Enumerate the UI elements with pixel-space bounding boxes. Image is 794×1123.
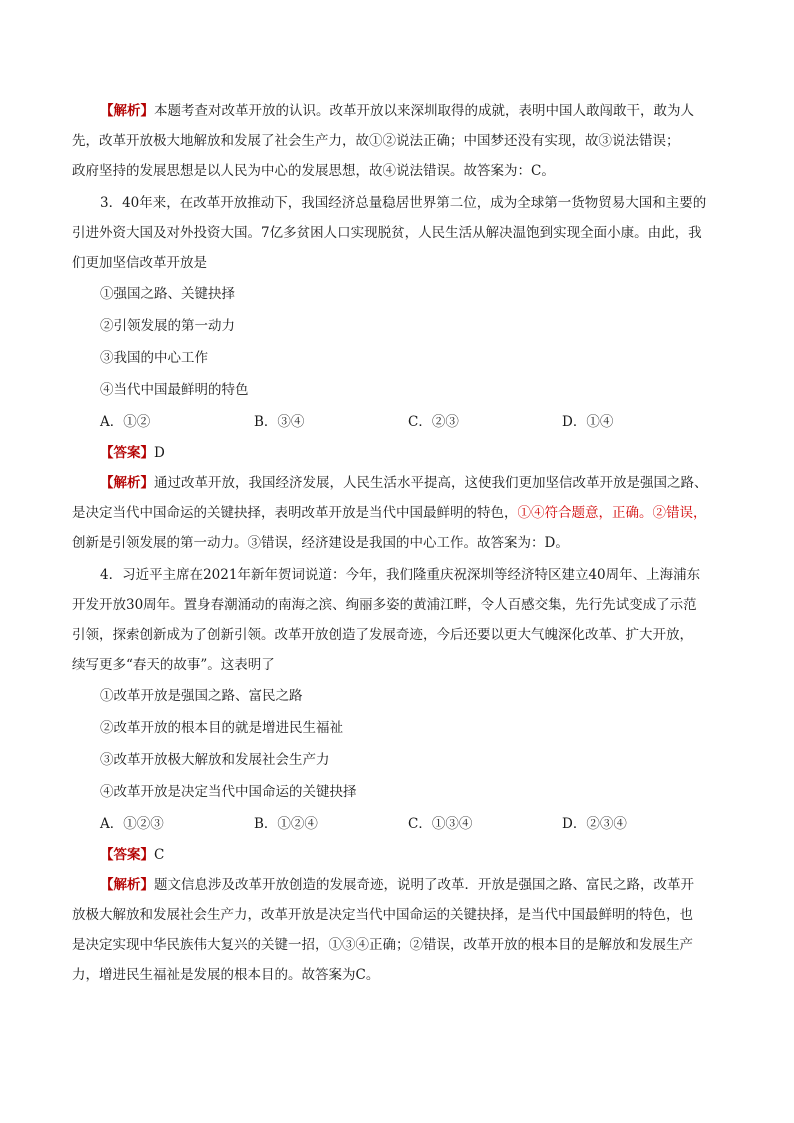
question-stem-line: 引领，探索创新成为了创新引领。改革开放创造了发展奇迹，今后还要以更大气魄深化改革、扩大开放， <box>72 627 693 643</box>
analysis-tag: 【解析】 <box>100 475 154 491</box>
choice-a: A．①② <box>100 414 151 430</box>
analysis-line <box>72 468 732 498</box>
statement-item: ②改革开放的根本目的就是增进民生福祉 <box>100 720 343 736</box>
question-stem-line: 续写更多“春天的故事”。这表明了 <box>72 657 275 673</box>
statement-item: ④当代中国最鲜明的特色 <box>100 382 249 398</box>
statement-item: ③改革开放极大解放和发展社会生产力 <box>100 752 330 768</box>
analysis-line: 放极大解放和发展社会生产力，改革开放是决定当代中国命运的关键抉择，是当代中国最鲜明的特色，也 <box>72 907 693 923</box>
analysis-line <box>72 498 732 528</box>
choice-b: B．①②④ <box>254 816 318 832</box>
analysis-q2 <box>72 96 732 186</box>
analysis-line: 创新是引领发展的第一动力。③错误，经济建设是我国的中心工作。故答案为：D。 <box>72 535 569 551</box>
statement-item: ③我国的中心工作 <box>100 350 208 366</box>
question-stem-line: 引进外资大国及对外投资大国。7亿多贫困人口实现脱贫，人民生活从解决温饱到实现全面小康。由此，我 <box>72 225 702 241</box>
analysis-tag: 【解析】 <box>100 877 154 893</box>
analysis-tag: 【解析】 <box>100 103 154 119</box>
choice-c: C．①③④ <box>408 816 473 832</box>
question-4 <box>72 560 732 990</box>
question-stem-line: 4．习近平主席在2021年新年贺词说道：今年，我们隆重庆祝深圳等经济特区建立40周年、上海浦东 <box>100 567 701 583</box>
answer-tag: 【答案】 <box>100 445 154 461</box>
question-stem-line: 开发开放30周年。置身春潮涌动的南海之滨、绚丽多姿的黄浦江畔，令人百感交集，先行先试变成了示范 <box>72 597 697 613</box>
answer-choices <box>72 808 732 840</box>
question-3 <box>72 188 732 558</box>
question-stem-line: 3．40年来，在改革开放推动下，我国经济总量稳居世界第二位，成为全球第一货物贸易大国和主要的 <box>100 195 707 211</box>
answer-value: C <box>154 847 165 863</box>
analysis-text: 本题考查对改革开放的认识。改革开放以来深圳取得的成就，表明中国人敢闯敢干，敢为人 <box>154 103 694 119</box>
analysis-line: 政府坚持的发展思想是以人民为中心的发展思想，故④说法错误。故答案为：C。 <box>72 163 555 179</box>
analysis-text: 是决定当代中国命运的关键抉择，表明改革开放是当代中国最鲜明的特色， <box>72 505 518 521</box>
analysis-line <box>72 96 732 126</box>
analysis-line: 力，增进民生福祉是发展的根本目的。故答案为C。 <box>72 967 380 983</box>
answer-value: D <box>154 445 165 461</box>
question-stem-line: 们更加坚信改革开放是 <box>72 255 207 271</box>
answer-tag: 【答案】 <box>100 847 154 863</box>
analysis-text: 题文信息涉及改革开放创造的发展奇迹，说明了改革．开放是强国之路、富民之路，改革开 <box>154 877 694 893</box>
document-page <box>72 96 732 992</box>
choice-d: D．①④ <box>562 414 614 430</box>
statement-item: ①改革开放是强国之路、富民之路 <box>100 688 303 704</box>
analysis-line: 是决定实现中华民族伟大复兴的关键一招，①③④正确；②错误，改革开放的根本目的是解放和发展生产 <box>72 937 693 953</box>
answer-choices <box>72 406 732 438</box>
analysis-highlight: ①④符合题意，正确。②错误， <box>517 505 707 521</box>
answer-line <box>72 840 732 870</box>
analysis-line: 先，改革开放极大地解放和发展了社会生产力，故①②说法正确；中国梦还没有实现，故③说法错误； <box>72 133 680 149</box>
analysis-text: 通过改革开放，我国经济发展，人民生活水平提高，这使我们更加坚信改革开放是强国之路、 <box>154 475 708 491</box>
statement-item: ④改革开放是决定当代中国命运的关键抉择 <box>100 784 357 800</box>
choice-c: C．②③ <box>408 414 459 430</box>
choice-b: B．③④ <box>254 414 305 430</box>
choice-d: D．②③④ <box>562 816 627 832</box>
analysis-line <box>72 870 732 900</box>
statement-item: ②引领发展的第一动力 <box>100 318 235 334</box>
choice-a: A．①②③ <box>100 816 164 832</box>
answer-line <box>72 438 732 468</box>
statement-item: ①强国之路、关键抉择 <box>100 286 235 302</box>
